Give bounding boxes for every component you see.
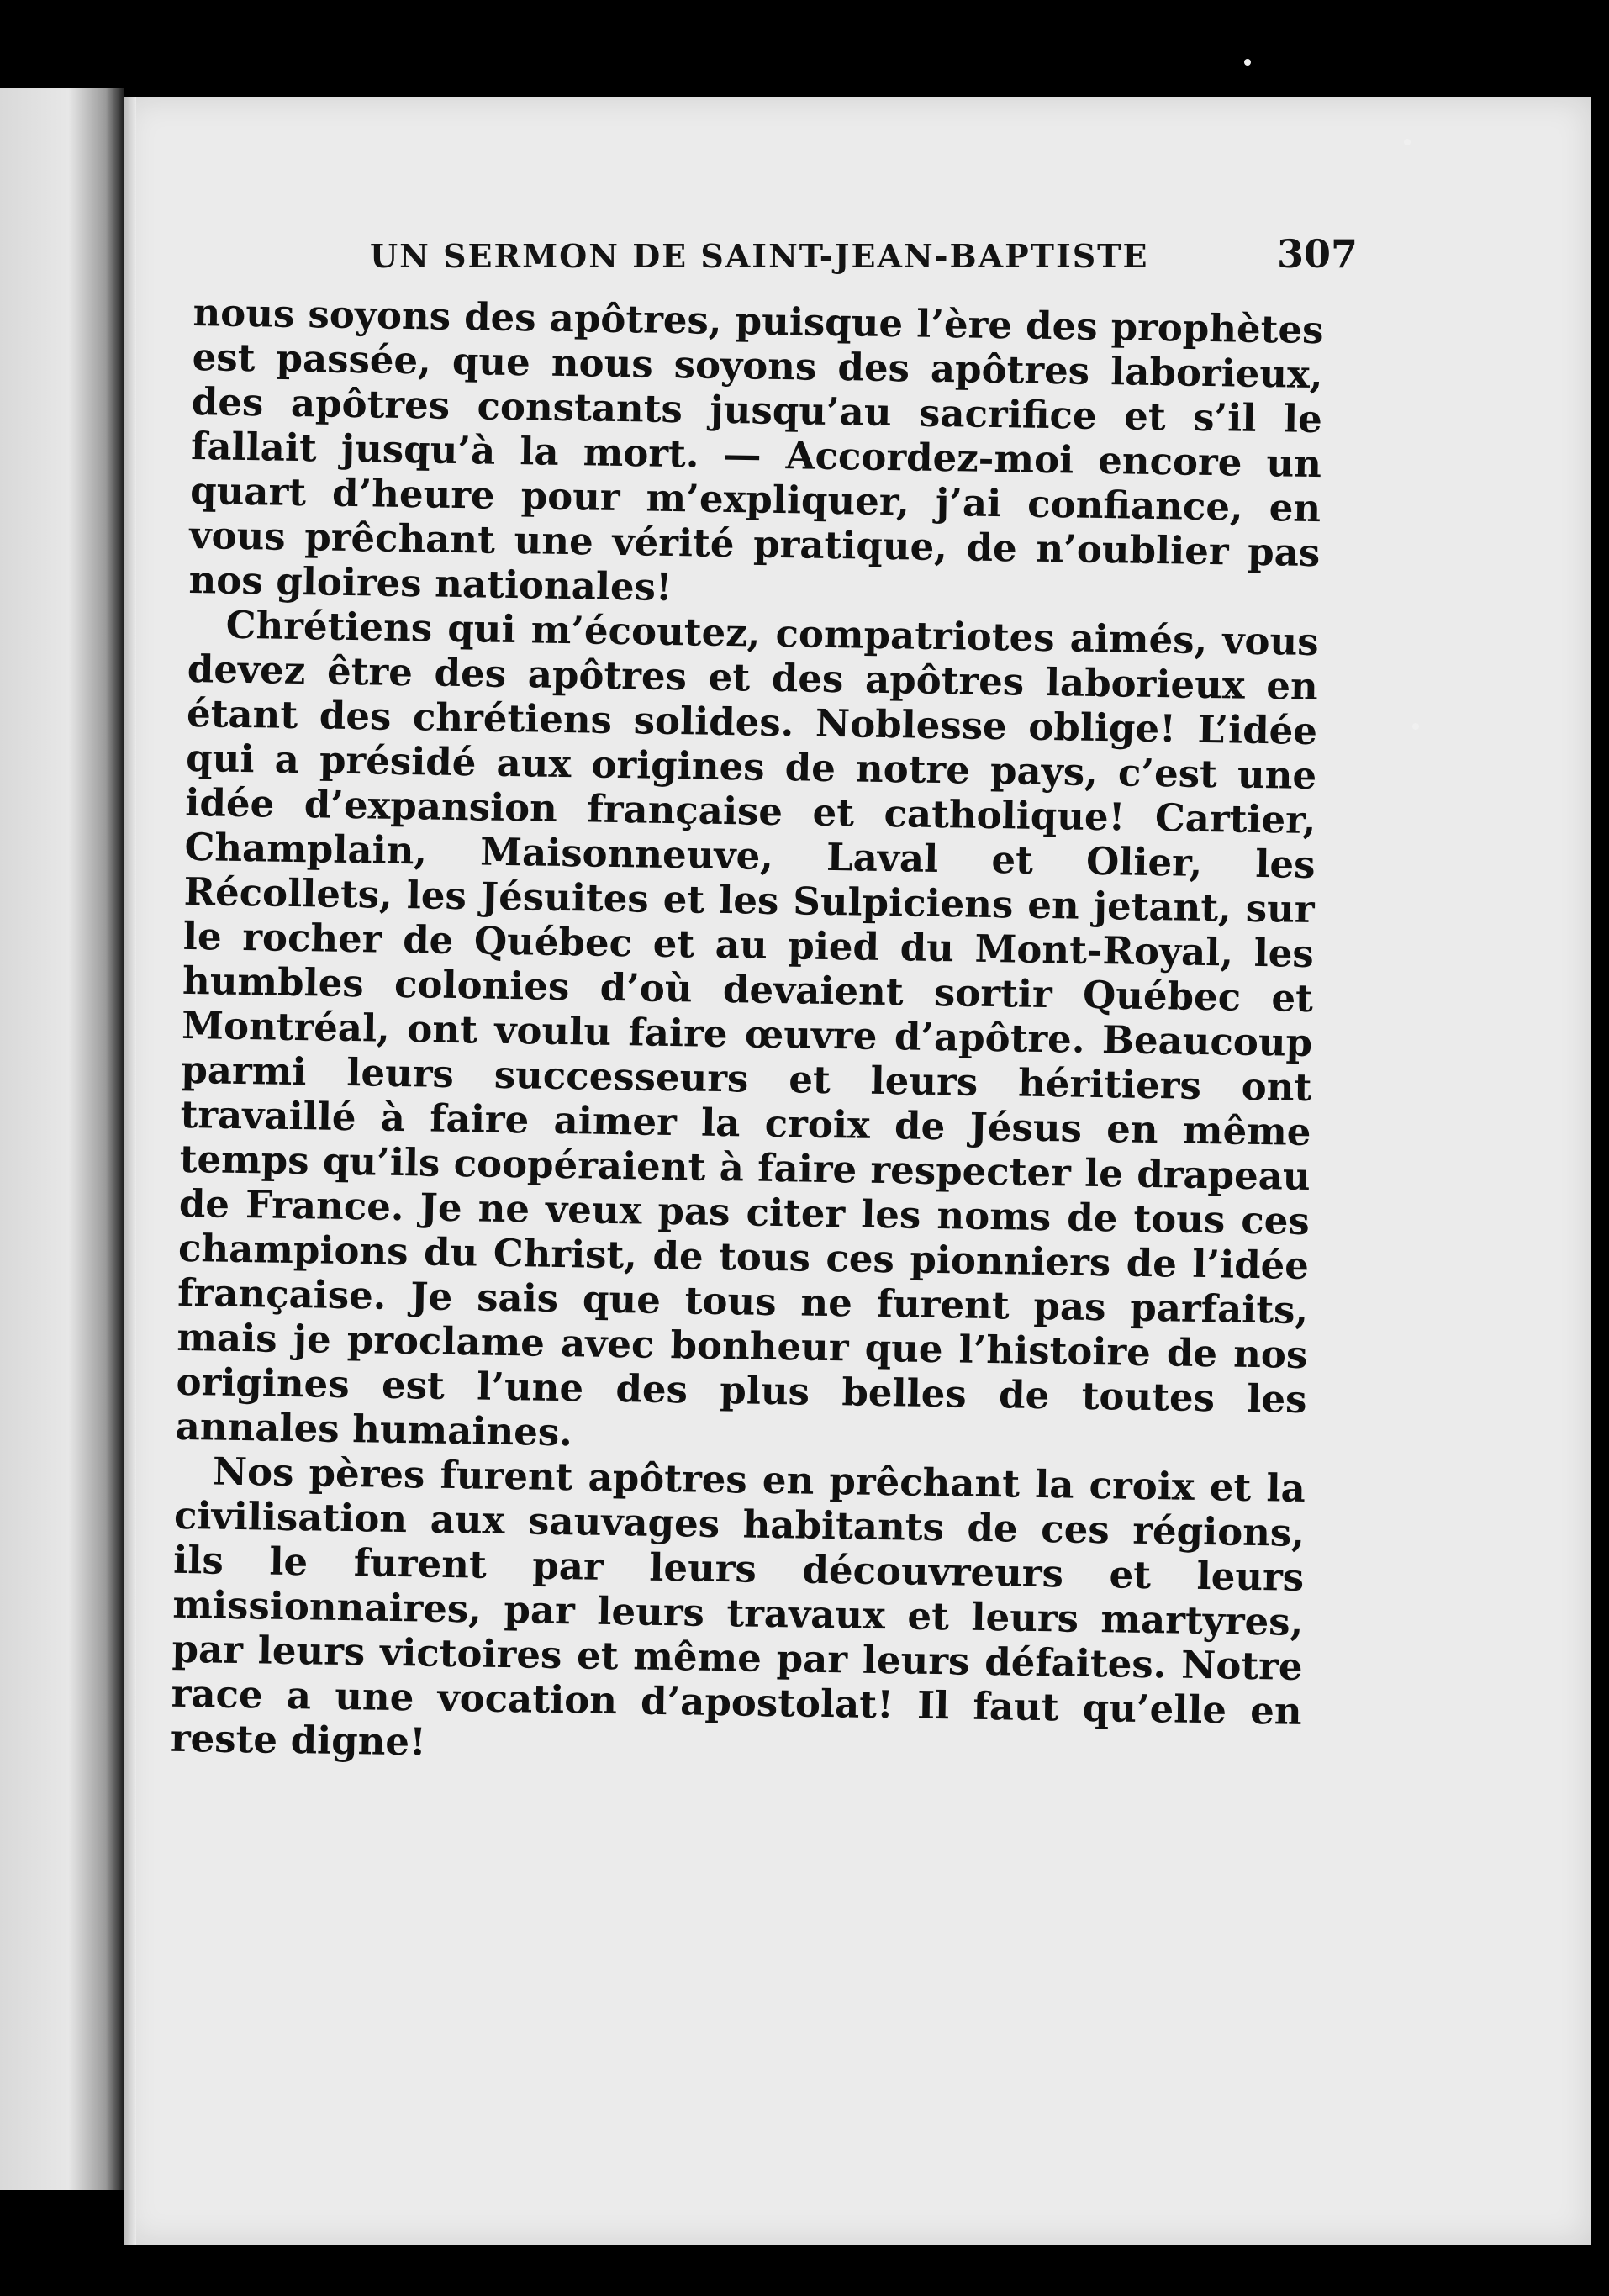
scan-speck	[1244, 59, 1251, 66]
scan-speck	[1404, 139, 1411, 145]
running-head	[370, 231, 1358, 282]
paragraph-3: Nos pères furent apôtres en prêchant la croix et la civilisation aux sauvages habitants de ces régions, ils le furent par leurs découvreurs et leurs missionnaires, par leurs travaux et leurs martyres, par leurs victoires et même par leurs défaites. Notre race a une vocation d’apostolat! Il faut qu’elle en reste digne!	[170, 1449, 1306, 1765]
paragraph-2: Chrétiens qui m’écoutez, compatriotes aimés, vous devez être des apôtres et des apôtres laborieux en étant des chrétiens solides. Noblesse oblige! L’idée qui a présidé aux origines de notre pays, c’est une idée d’expansion française et catholique! Cartier, Champlain, Maisonneuve, Laval et Olier, les Récollets, les Jésuites et les Sulpiciens en jetant, sur le rocher de Québec et au pied du Mont-Royal, les humbles colonies d’où devaient sortir Québec et Montréal, ont voulu faire œuvre d’apôtre. Beaucoup parmi leurs successeurs et leurs héritiers ont travaillé à faire aimer la croix de Jésus en même temps qu’ils coopéraient à faire respecter le drapeau de France. Je ne veux pas citer les noms de tous ces champions du Christ, de tous ces pionniers de l’idée française. Je sais que tous ne furent pas parfaits, mais je proclame avec bonheur que l’histoire de nos origines est l’une des plus belles de toutes les annales humaines.	[175, 602, 1320, 1455]
body-text	[171, 290, 1324, 1778]
facing-page-edge	[0, 88, 124, 2190]
running-title: UN SERMON DE SAINT-JEAN-BAPTISTE	[370, 237, 1149, 275]
page-number: 307	[1276, 231, 1358, 277]
paragraph-1: nous soyons des apôtres, puisque l’ère des prophètes est passée, que nous soyons des apôtres laborieux, des apôtres constants jusqu’au sacrifice et s’il le fallait jusqu’à la mort. — Accordez-moi encore un quart d’heure pour m’expliquer, j’ai confiance, en vous prêchant une vérité pratique, de n’oublier pas nos gloires nationales!	[188, 290, 1324, 610]
scan-speck	[1412, 723, 1419, 730]
